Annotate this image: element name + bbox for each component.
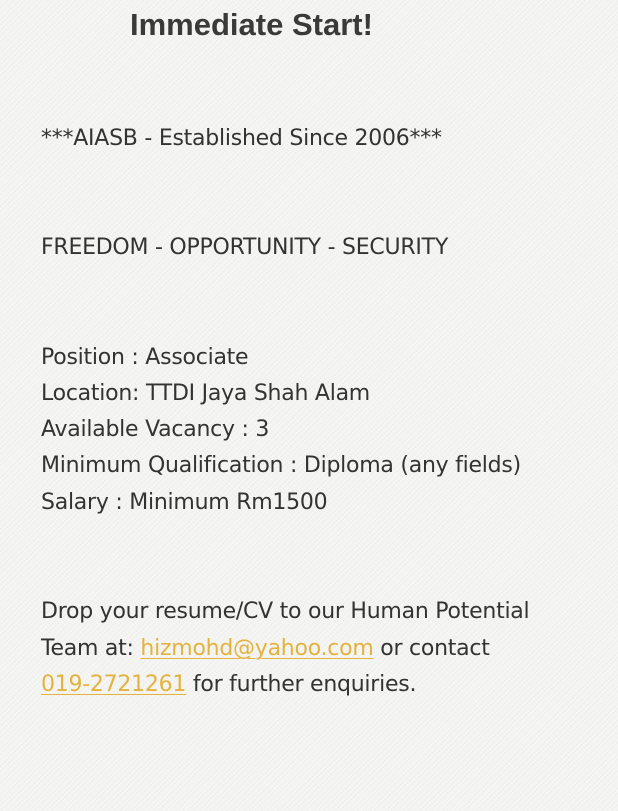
contact-line-2 xyxy=(41,631,490,667)
contact-line-1: Drop your resume/CV to our Human Potential xyxy=(41,599,530,624)
contact-line-3 xyxy=(41,667,416,703)
vacancy-line: Available Vacancy : 3 xyxy=(41,417,270,442)
page-title: Immediate Start! xyxy=(130,7,373,42)
contact-suffix: or contact xyxy=(373,636,490,661)
position-line: Position : Associate xyxy=(41,345,249,370)
phone-link[interactable]: 019-2721261 xyxy=(41,672,187,697)
email-link[interactable]: hizmohd@yahoo.com xyxy=(140,636,374,661)
enquiries-text: for further enquiries. xyxy=(186,672,417,697)
contact-prefix: Team at: xyxy=(41,636,141,661)
qualification-line: Minimum Qualification : Diploma (any fields) xyxy=(41,453,521,478)
company-tagline: ***AIASB - Established Since 2006*** xyxy=(41,126,442,151)
slogan: FREEDOM - OPPORTUNITY - SECURITY xyxy=(41,235,449,260)
location-line: Location: TTDI Jaya Shah Alam xyxy=(41,381,370,406)
salary-line: Salary : Minimum Rm1500 xyxy=(41,490,328,515)
